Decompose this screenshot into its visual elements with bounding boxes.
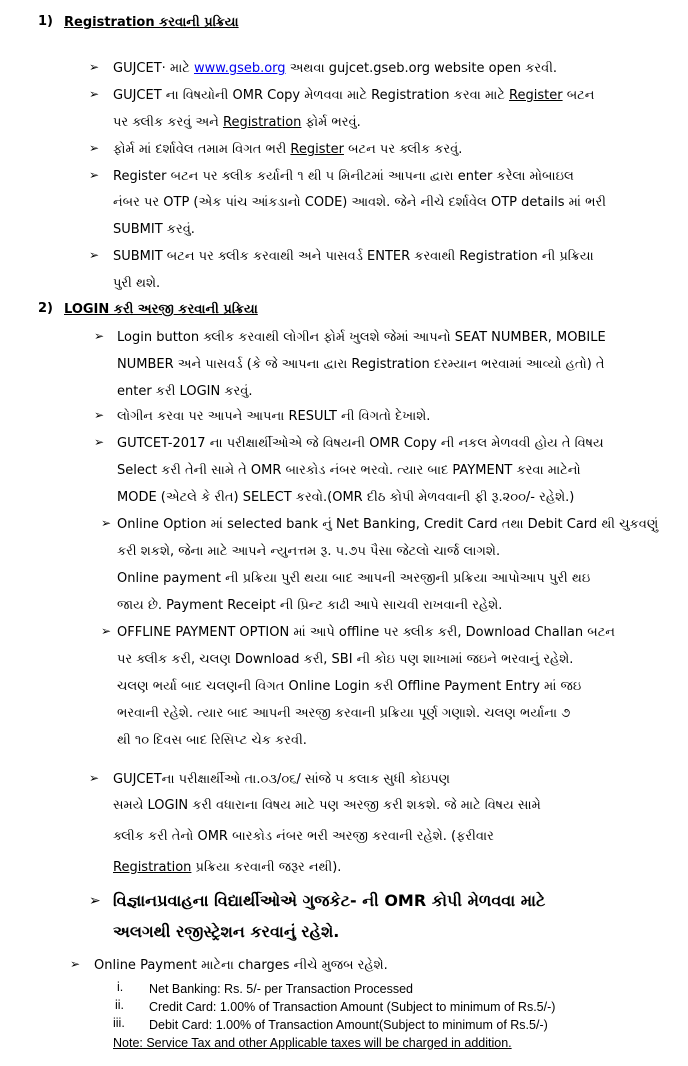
s1-bullet4-line3: SUBMIT કરવું. bbox=[113, 222, 195, 237]
s2-bullet5-line3: ચલણ ભર્યા બાદ ચલણની વિગત Online Login કરી Offline Payment Entry માં જઇ bbox=[117, 679, 582, 694]
extra-bullet2-line2: અલગથી રજીસ્ટ્રેશન કરવાનું રહેશે. bbox=[113, 922, 340, 941]
s2-bullet3-line1: GUTCET-2017 ના પરીક્ષાર્થીઓએ જે વિષયની OMR Copy ની નકલ મેળવવી હોય તે વિષય bbox=[117, 436, 604, 451]
extra-bullet1-line1: GUJCETના પરીક્ષાર્થીઓ તા.૦૩/૦૬/ સાંજે ૫ કલાક સુધી કોઇપણ bbox=[113, 772, 450, 787]
arrow-bullet-icon: ➢ bbox=[94, 408, 105, 422]
s2-bullet5-line4: ભરવાની રહેશે. ત્યાર બાદ આપની અરજી કરવાની પ્રક્રિયા પૂર્ણ ગણાશે. ચલણ ભર્યાના ૭ bbox=[117, 706, 571, 721]
arrow-bullet-icon: ➢ bbox=[94, 329, 105, 343]
s2-bullet2: લોગીન કરવા પર આપને આપના RESULT ની વિગતો દેખાશે. bbox=[117, 409, 431, 424]
s1-bullet2-line1: GUJCET ના વિષયોની OMR Copy મેળવવા માટે Registration કરવા માટે Register બટન bbox=[113, 88, 595, 103]
arrow-bullet-icon: ➢ bbox=[94, 435, 105, 449]
charge-net-banking: Net Banking: Rs. 5/- per Transaction Processed bbox=[149, 982, 414, 996]
s1-bullet3: ફોર્મ માં દર્શાવેલ તમામ વિગત ભરી Register બટન પર ક્લીક કરવું. bbox=[113, 142, 463, 157]
charge-roman: i. bbox=[117, 980, 124, 994]
s2-bullet5-line1: OFFLINE PAYMENT OPTION માં આપે offline પર ક્લીક કરી, Download Challan બટન bbox=[117, 625, 615, 640]
s2-bullet4-line3: Online payment ની પ્રક્રિયા પુરી થયા બાદ આપની અરજીની પ્રક્રિયા આપોઆપ પુરી થઇ bbox=[117, 571, 591, 586]
extra-bullet1-line2: સમયે LOGIN કરી વધારાના વિષય માટે પણ અરજી કરી શકશે. જે માટે વિષય સામે bbox=[113, 798, 541, 813]
s2-bullet3-line3: MODE (એટલે કે રીત) SELECT કરવો.(OMR દીઠ કોપી મેળવવાની ફી રૂ.૨૦૦/- રહેશે.) bbox=[117, 490, 575, 505]
tax-note: Note: Service Tax and other Applicable taxes will be charged in addition. bbox=[113, 1036, 512, 1050]
section1-title: Registration કરવાની પ્રક્રિયા bbox=[64, 15, 239, 30]
s1-bullet5-line1: SUBMIT બટન પર ક્લીક કરવાથી અને પાસવર્ડ ENTER કરવાથી Registration ની પ્રક્રિયા bbox=[113, 249, 594, 264]
s1-bullet2-line2: પર ક્લીક કરવું અને Registration ફોર્મ ભરવું. bbox=[113, 115, 361, 130]
s2-bullet4-line4: જાય છે. Payment Receipt ની પ્રિન્ટ કાઢી આપે સાચવી રાખવાની રહેશે. bbox=[117, 598, 503, 613]
s2-bullet1-line2: NUMBER અને પાસવર્ડ (કે જે આપના દ્વારા Registration દરમ્યાન ભરવામાં આવ્યો હતો) તે bbox=[117, 357, 605, 372]
s1-bullet5-line2: પુરી થશે. bbox=[113, 276, 161, 291]
s2-bullet3-line2: Select કરી તેની સામે તે OMR બારકોડ નંબર ભરવો. ત્યાર બાદ PAYMENT કરવા માટેનો bbox=[117, 463, 581, 478]
charge-roman: iii. bbox=[113, 1016, 125, 1030]
s2-bullet5-line5: થી ૧૦ દિવસ બાદ રિસિપ્ટ ચેક કરવી. bbox=[117, 733, 307, 748]
section2-title: LOGIN કરી અરજી કરવાની પ્રક્રિયા bbox=[64, 302, 258, 317]
arrow-bullet-icon: ➢ bbox=[101, 624, 112, 638]
arrow-bullet-icon: ➢ bbox=[89, 168, 100, 182]
section1-number: 1) bbox=[38, 14, 53, 29]
s2-bullet1-line3: enter કરી LOGIN કરવું. bbox=[117, 384, 253, 399]
extra-bullet1-line3: ક્લીક કરી તેનો OMR બારકોડ નંબર ભરી અરજી કરવાની રહેશે. (ફરીવાર bbox=[113, 829, 494, 844]
gseb-link[interactable]: www.gseb.org bbox=[193, 61, 286, 76]
arrow-bullet-icon: ➢ bbox=[89, 60, 100, 74]
s2-bullet1-line1: Login button ક્લીક કરવાથી લોગીન ફોર્મ ખુલશે જેમાં આપનો SEAT NUMBER, MOBILE bbox=[117, 330, 606, 345]
s2-bullet4-line1: Online Option માં selected bank નું Net Banking, Credit Card તથા Debit Card થી ચુકવણું bbox=[117, 517, 659, 532]
arrow-bullet-icon: ➢ bbox=[89, 893, 101, 909]
section2-number: 2) bbox=[38, 301, 53, 316]
charge-credit-card: Credit Card: 1.00% of Transaction Amount (Subject to minimum of Rs.5/-) bbox=[149, 1000, 556, 1014]
s2-bullet4-line2: કરી શકશે, જેના માટે આપને ન્યુનત્તમ રૂ. ૫.૭૫ પૈસા જેટલો ચાર્જ લાગશે. bbox=[117, 544, 501, 559]
extra-bullet2-line1: વિજ્ઞાનપ્રવાહના વિદ્યાર્થીઓએ ગુજકેટ- ની OMR કોપી મેળવવા માટે bbox=[113, 891, 546, 910]
arrow-bullet-icon: ➢ bbox=[70, 957, 81, 971]
s1-bullet1: GUJCET· માટે www.gseb.org અથવા gujcet.gseb.org website open કરવી. bbox=[113, 61, 558, 76]
s1-bullet4-line1: Register બટન પર ક્લીક કર્યાની ૧ થી ૫ મિનીટમાં આપના દ્વારા enter કરેલા મોબાઇલ bbox=[113, 169, 574, 184]
extra-bullet1-line4: Registration પ્રક્રિયા કરવાની જરૂર નથી). bbox=[113, 860, 342, 875]
arrow-bullet-icon: ➢ bbox=[89, 248, 100, 262]
charge-debit-card: Debit Card: 1.00% of Transaction Amount(Subject to minimum of Rs.5/-) bbox=[149, 1018, 548, 1032]
arrow-bullet-icon: ➢ bbox=[89, 771, 100, 785]
arrow-bullet-icon: ➢ bbox=[89, 87, 100, 101]
arrow-bullet-icon: ➢ bbox=[89, 141, 100, 155]
extra-bullet3: Online Payment માટેના charges નીચે મુજબ રહેશે. bbox=[94, 958, 388, 973]
arrow-bullet-icon: ➢ bbox=[101, 516, 112, 530]
s2-bullet5-line2: પર ક્લીક કરી, ચલણ Download કરી, SBI ની કોઇ પણ શાખામાં જઇને ભરવાનું રહેશે. bbox=[117, 652, 574, 667]
s1-bullet4-line2: નંબર પર OTP (એક પાંચ આંકડાનો CODE) આવશે. જેને નીચે દર્શાવેલ OTP details માં ભરી bbox=[113, 195, 606, 210]
charge-roman: ii. bbox=[115, 998, 125, 1012]
